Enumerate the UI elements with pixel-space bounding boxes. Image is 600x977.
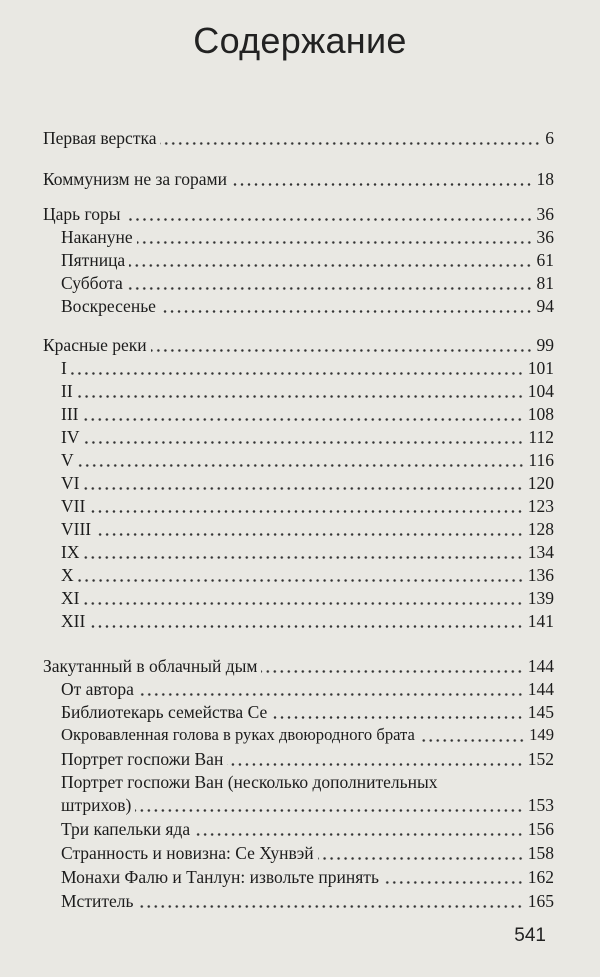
toc-entry-label: От автора — [61, 679, 134, 699]
toc-entry[interactable] — [43, 168, 554, 190]
toc-entry-page: 144 — [527, 679, 554, 699]
toc-subentry[interactable] — [61, 541, 554, 563]
toc-entry-label: Первая верстка — [43, 128, 157, 148]
toc-entry-page: 134 — [527, 542, 554, 562]
dot-leader — [83, 486, 523, 491]
dot-leader — [419, 738, 525, 743]
dot-leader — [127, 286, 533, 291]
toc-entry[interactable] — [43, 655, 554, 677]
toc-entry-label: Три капельки яда — [61, 819, 191, 839]
toc-entry-label: Портрет госпожи Ван — [61, 749, 224, 769]
toc-entry-page: 6 — [545, 128, 554, 148]
toc-subentry[interactable] — [61, 272, 554, 294]
dot-leader — [95, 532, 524, 537]
toc-entry-label: V — [61, 450, 74, 470]
dot-leader — [135, 808, 523, 813]
toc-subentry[interactable] — [61, 249, 554, 271]
toc-entry-label: Красные реки — [43, 335, 147, 355]
toc-entry-label: Библиотекарь семейства Се — [61, 702, 268, 722]
toc-subentry[interactable] — [61, 587, 554, 609]
toc-subentry[interactable] — [61, 724, 554, 746]
toc-subentry[interactable] — [61, 678, 554, 700]
toc-entry[interactable] — [43, 203, 554, 225]
dot-leader — [318, 856, 524, 861]
toc-entry-page: 18 — [536, 169, 554, 189]
toc-entry-page: 158 — [527, 843, 554, 863]
toc-entry-page: 165 — [527, 891, 554, 911]
toc-entry-page: 36 — [536, 204, 554, 224]
toc-subentry[interactable] — [61, 426, 554, 448]
toc-subentry[interactable] — [61, 610, 554, 632]
toc-entry-page: 145 — [527, 702, 554, 722]
toc-subentry[interactable] — [61, 701, 554, 723]
toc-subentry[interactable] — [61, 866, 554, 888]
toc-entry-label: Коммунизм не за горами — [43, 169, 227, 189]
toc-entry-page: 120 — [527, 473, 554, 493]
dot-leader — [129, 263, 532, 268]
toc-subentry[interactable] — [61, 357, 554, 379]
dot-leader — [137, 240, 533, 245]
toc-entry-page: 36 — [536, 227, 554, 247]
toc-entry-label: II — [61, 381, 73, 401]
toc-entry-label: Воскресенье — [61, 296, 156, 316]
toc-subentry-wrapped-first-line[interactable]: Портрет госпожи Ван (несколько дополнительных — [61, 772, 438, 792]
dot-leader — [125, 217, 533, 222]
toc-entry-label: штрихов) — [61, 795, 132, 815]
toc-subentry[interactable] — [61, 748, 554, 770]
page-title: Содержание — [193, 20, 407, 61]
toc-entry-page: 112 — [528, 427, 554, 447]
toc-entry-label: Монахи Фалю и Танлун: извольте принять — [61, 867, 379, 887]
toc-entry-label: XI — [61, 588, 80, 608]
toc-entry-label: Мститель — [61, 891, 134, 911]
dot-leader — [151, 348, 533, 353]
toc-entry-page: 162 — [527, 867, 554, 887]
toc-entry-label: IX — [61, 542, 80, 562]
toc-entry-label: IV — [61, 427, 80, 447]
dot-leader — [271, 715, 524, 720]
dot-leader — [78, 463, 525, 468]
toc-entry-label: VII — [61, 496, 86, 516]
toc-entry-label: X — [61, 565, 74, 585]
toc-entry-label: VI — [61, 473, 80, 493]
dot-leader — [82, 417, 523, 422]
toc-entry-label: Закутанный в облачный дым — [43, 656, 258, 676]
toc-entry-page: 116 — [528, 450, 554, 470]
toc-entry-page: 104 — [527, 381, 554, 401]
toc-entry-page: 149 — [529, 725, 554, 744]
dot-leader — [71, 371, 524, 376]
toc-entry-label: XII — [61, 611, 86, 631]
toc-subentry[interactable] — [61, 818, 554, 840]
toc-entry-label: VIII — [61, 519, 92, 539]
toc-entry-page: 123 — [527, 496, 554, 516]
toc-subentry[interactable] — [61, 890, 554, 912]
toc-entry-page: 128 — [527, 519, 554, 539]
toc-entry-page: 153 — [527, 795, 554, 815]
dot-leader — [227, 762, 523, 767]
toc-subentry[interactable] — [61, 403, 554, 425]
toc-entry-label: Царь горы — [43, 204, 121, 224]
toc-subentry[interactable] — [61, 380, 554, 402]
toc-subentry[interactable] — [61, 295, 554, 317]
dot-leader — [231, 182, 533, 187]
dot-leader — [77, 394, 524, 399]
dot-leader — [383, 880, 524, 885]
toc-entry-page: 81 — [536, 273, 554, 293]
toc-entry-label: Пятница — [61, 250, 126, 270]
toc-subentry[interactable] — [61, 449, 554, 471]
toc-entry[interactable] — [43, 334, 554, 356]
toc-entry-label: I — [61, 358, 67, 378]
toc-entry-page: 94 — [536, 296, 554, 316]
toc-entry-label: Суббота — [61, 273, 123, 293]
toc-subentry[interactable] — [61, 518, 554, 540]
dot-leader — [83, 601, 523, 606]
dot-leader — [83, 555, 523, 560]
toc-subentry[interactable] — [61, 794, 554, 816]
dot-leader — [83, 440, 524, 445]
dot-leader — [89, 624, 523, 629]
toc-subentry[interactable] — [61, 495, 554, 517]
page-number: 541 — [514, 925, 546, 946]
toc-entry-label: III — [61, 404, 79, 424]
dot-leader — [137, 904, 523, 909]
toc-entry-page: 156 — [527, 819, 554, 839]
toc-entry-page: 99 — [536, 335, 554, 355]
toc-entry-page: 136 — [527, 565, 554, 585]
toc-entry-label: Накануне — [61, 227, 133, 247]
toc-entry-page: 152 — [527, 749, 554, 769]
toc-entry-page: 101 — [527, 358, 554, 378]
toc-entry-page: 141 — [527, 611, 554, 631]
toc-subentry[interactable] — [61, 472, 554, 494]
dot-leader — [138, 692, 524, 697]
toc-subentry[interactable] — [61, 564, 554, 586]
dot-leader — [261, 669, 523, 674]
toc-entry-page: 144 — [527, 656, 554, 676]
toc-subentry[interactable] — [61, 842, 554, 864]
dot-leader — [194, 832, 524, 837]
toc-entry-page: 108 — [527, 404, 554, 424]
dot-leader — [160, 309, 533, 314]
dot-leader — [89, 509, 523, 514]
dot-leader — [160, 141, 541, 146]
dot-leader — [78, 578, 524, 583]
toc-entry[interactable] — [43, 127, 554, 149]
toc-entry-label: Странность и новизна: Се Хунвэй — [61, 843, 314, 863]
toc-entry-page: 61 — [536, 250, 554, 270]
toc-subentry[interactable] — [61, 226, 554, 248]
toc-entry-label: Окровавленная голова в руках двоюродного брата — [61, 725, 415, 744]
toc-entry-page: 139 — [527, 588, 554, 608]
